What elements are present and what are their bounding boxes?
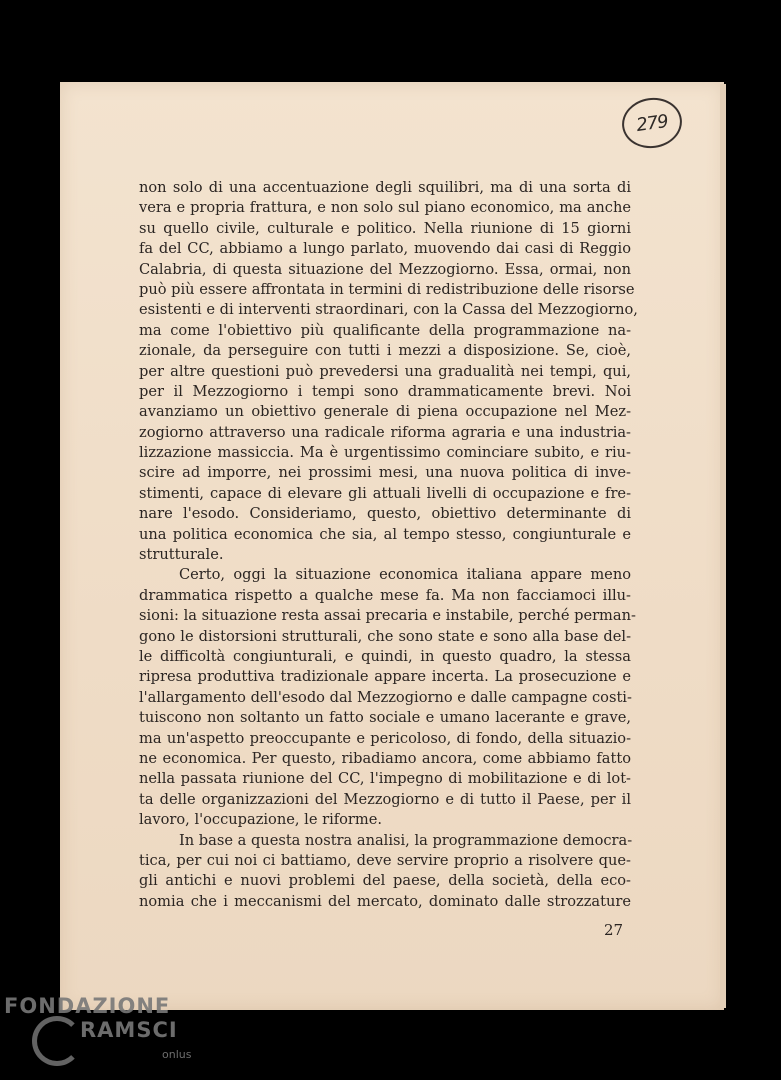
watermark-line2: RAMSCI bbox=[80, 1018, 178, 1042]
text-line: una politica economica che sia, al tempo stesso, congiunturale e bbox=[139, 525, 631, 543]
text-line: vera e propria frattura, e non solo sul piano economico, ma anche bbox=[139, 199, 631, 217]
page-number: 27 bbox=[604, 921, 624, 939]
text-line: tuiscono non soltanto un fatto sociale e umano lacerante e grave, bbox=[139, 709, 631, 727]
text-line: ma come l'obiettivo più qualificante della programmazione na- bbox=[139, 321, 631, 339]
text-line: gli antichi e nuovi problemi del paese, della società, della eco- bbox=[139, 872, 631, 890]
body-text bbox=[139, 178, 638, 912]
text-line: lavoro, l'occupazione, le riforme. bbox=[139, 811, 383, 829]
text-line: ta delle organizzazioni del Mezzogiorno e di tutto il Paese, per il bbox=[139, 790, 631, 808]
text-line: Calabria, di questa situazione del Mezzogiorno. Essa, ormai, non bbox=[139, 260, 631, 278]
text-line: per altre questioni può prevedersi una gradualità nei tempi, qui, bbox=[139, 362, 631, 380]
text-line: zionale, da perseguire con tutti i mezzi a disposizione. Se, cioè, bbox=[139, 342, 631, 360]
text-line: su quello civile, culturale e politico. Nella riunione di 15 giorni bbox=[139, 219, 631, 237]
text-line: ma un'aspetto preoccupante e pericoloso, di fondo, della situazio- bbox=[139, 729, 631, 747]
fondazione-gramsci-watermark bbox=[4, 994, 204, 1074]
text-line: nomia che i meccanismi del mercato, dominato dalle strozzature bbox=[139, 892, 631, 910]
text-line: In base a questa nostra analisi, la programmazione democra- bbox=[179, 831, 633, 849]
text-line: fa del CC, abbiamo a lungo parlato, muovendo dai casi di Reggio bbox=[139, 240, 631, 258]
text-line: per il Mezzogiorno i tempi sono drammaticamente brevi. Noi bbox=[139, 382, 631, 400]
text-line: ripresa produttiva tradizionale appare incerta. La prosecuzione e bbox=[139, 668, 631, 686]
text-line: drammatica rispetto a qualche mese fa. Ma non facciamoci illu- bbox=[139, 586, 631, 604]
text-line: scire ad imporre, nei prossimi mesi, una nuova politica di inve- bbox=[139, 464, 631, 482]
text-line: l'allargamento dell'esodo dal Mezzogiorno e dalle campagne costi- bbox=[139, 688, 632, 706]
g-logo-icon bbox=[32, 1016, 82, 1066]
text-line: stimenti, capace di elevare gli attuali livelli di occupazione e fre- bbox=[139, 484, 631, 502]
text-line: Certo, oggi la situazione economica italiana appare meno bbox=[179, 566, 631, 584]
text-line: lizzazione massiccia. Ma è urgentissimo cominciare subito, e riu- bbox=[139, 444, 631, 462]
text-line: avanziamo un obiettivo generale di piena occupazione nel Mez- bbox=[139, 403, 631, 421]
watermark-suffix: onlus bbox=[162, 1048, 192, 1061]
archive-number: 279 bbox=[635, 110, 669, 136]
text-line: tica, per cui noi ci battiamo, deve servire proprio a risolvere que- bbox=[139, 851, 631, 869]
text-line: zogiorno attraverso una radicale riforma agraria e una industria- bbox=[139, 423, 631, 441]
text-line: sioni: la situazione resta assai precaria e instabile, perché perman- bbox=[139, 607, 636, 625]
text-line: le difficoltà congiunturali, e quindi, in questo quadro, la stessa bbox=[139, 647, 631, 665]
text-line: non solo di una accentuazione degli squilibri, ma di una sorta di bbox=[139, 179, 631, 196]
text-line: ne economica. Per questo, ribadiamo ancora, come abbiamo fatto bbox=[139, 749, 631, 767]
text-line: nella passata riunione del CC, l'impegno di mobilitazione e di lot- bbox=[139, 770, 631, 788]
text-line: può più essere affrontata in termini di redistribuzione delle risorse bbox=[139, 280, 635, 298]
text-line: gono le distorsioni strutturali, che sono state e sono alla base del- bbox=[139, 627, 631, 645]
page-edge bbox=[720, 84, 726, 1008]
text-line: nare l'esodo. Consideriamo, questo, obiettivo determinante di bbox=[139, 505, 631, 523]
text-line: strutturale. bbox=[139, 546, 224, 564]
text-line: esistenti e di interventi straordinari, con la Cassa del Mezzogiorno, bbox=[139, 301, 638, 319]
watermark-line1: FONDAZIONE bbox=[4, 994, 171, 1018]
